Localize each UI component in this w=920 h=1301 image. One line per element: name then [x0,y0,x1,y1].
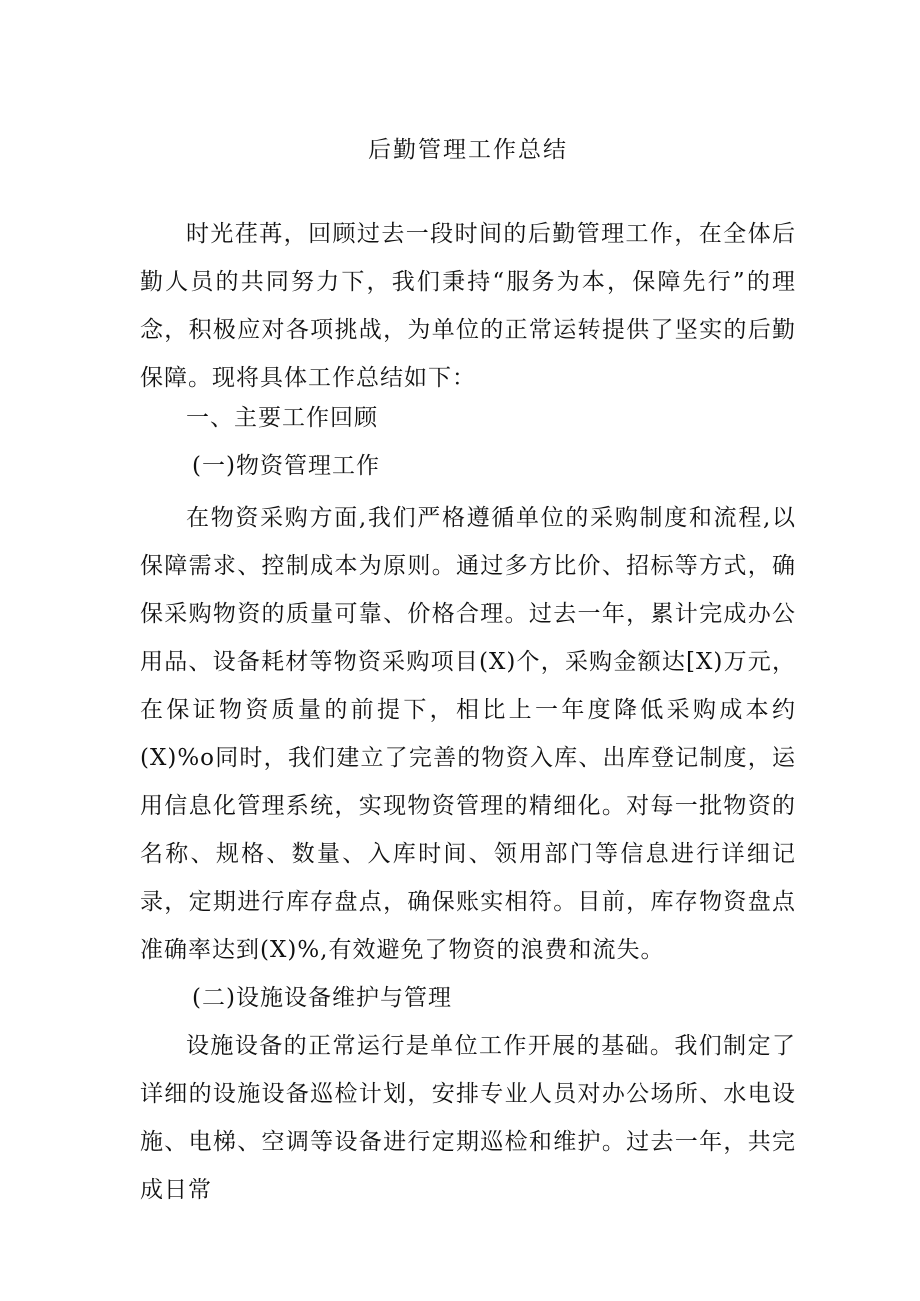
subsection-heading-materials-management: (一)物资管理工作 [192,453,380,479]
document-title: 后勤管理工作总结 [368,137,568,163]
facilities-maintenance-paragraph: 设施设备的正常运行是单位工作开展的基础。我们制定了详细的设施设备巡检计划，安排专业人员对办公场所、水电设施、电梯、空调等设备进行定期巡检和维护。过去一年，共完成日常 [140,1033,796,1203]
intro-paragraph: 时光荏苒，回顾过去一段时间的后勤管理工作，在全体后勤人员的共同努力下，我们秉持“服务为本，保障先行”的理念，积极应对各项挑战，为单位的正常运转提供了坚实的后勤保障。现将具体工作总结如下： [140,221,796,391]
section-heading-main-work-review: 一、主要工作回顾 [186,405,378,431]
materials-management-paragraph: 在物资采购方面,我们严格遵循单位的采购制度和流程,以保障需求、控制成本为原则。通过多方比价、招标等方式，确保采购物资的质量可靠、价格合理。过去一年，累计完成办公用品、设备耗材等物资采购项目(X)个，采购金额达[X)万元，在保证物资质量的前提下，相比上一年度降低采购成本约(X)%o同时，我们建立了完善的物资入库、出库登记制度，运用信息化管理系统，实现物资管理的精细化。对每一批物资的名称、规格、数量、入库时间、领用部门等信息进行详细记录，定期进行库存盘点，确保账实相符。目前，库存物资盘点准确率达到(X)%,有效避免了物资的浪费和流失。 [140,505,796,963]
subsection-heading-facilities-maintenance: (二)设施设备维护与管理 [192,985,452,1011]
